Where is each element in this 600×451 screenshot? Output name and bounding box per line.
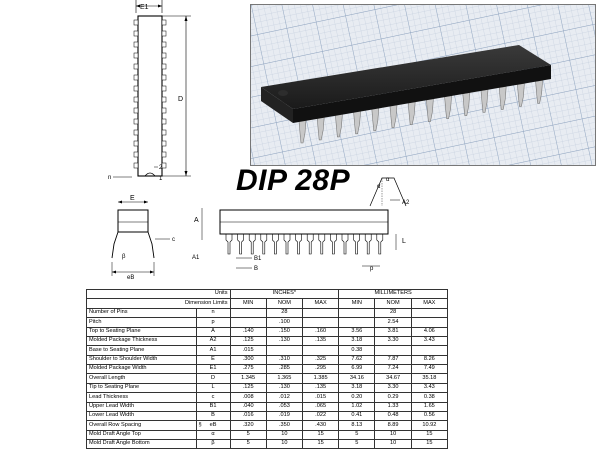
label-a2: A2 [402,200,410,206]
cell-m-nom: 7.24 [375,365,411,374]
top-view-pin [134,97,138,102]
cell-i-max: 1.385 [303,374,339,383]
cell-m-max: 3.43 [411,336,447,345]
cell-i-max: .135 [303,336,339,345]
cell-i-nom: .350 [266,421,302,430]
row-symbol-text: B1 [209,402,217,409]
package-title: DIP 28P [236,164,351,197]
side-view-pin [354,234,360,254]
label-a: A [194,217,199,224]
label-b: B [254,266,259,272]
side-view-pin [272,234,278,254]
alpha-symbol: α [386,177,390,183]
label-c: c [172,237,175,243]
top-view-pin [162,64,166,69]
side-view-pin [249,234,255,254]
table-row [87,318,448,327]
cell-m-nom: 28 [375,308,411,317]
top-view-pin [134,152,138,157]
row-name: Overall Row Spacing [87,421,197,430]
row-symbol-text: E [211,356,215,363]
row-name: Shoulder to Shoulder Width [87,355,197,364]
row-symbol [196,365,230,374]
cell-m-nom: 3.30 [375,336,411,345]
cell-i-max [303,346,339,355]
top-view-pin [134,53,138,58]
cell-i-max: .065 [303,402,339,411]
side-view-pin [330,234,336,254]
cell-i-min: .125 [230,383,266,392]
cell-i-min: .016 [230,411,266,420]
row-name: Tip to Seating Plane [87,383,197,392]
cell-m-min: 0.41 [339,411,375,420]
row-symbol-text: B [211,412,215,419]
top-view-pin [162,130,166,135]
side-view-pin [342,234,348,254]
chip-photo [250,4,596,166]
table-row [87,327,448,336]
table-row [87,336,448,345]
row-symbol [196,393,230,402]
mm-min-label: MIN [339,299,375,308]
table-header-units [87,290,448,299]
table-row [87,355,448,364]
cell-m-nom: 3.30 [375,383,411,392]
cell-m-max [411,308,447,317]
top-view-pin [162,141,166,146]
row-name: Lower Lead Width [87,411,197,420]
cell-i-min: .275 [230,365,266,374]
cell-i-nom [266,346,302,355]
cell-i-nom: .130 [266,336,302,345]
row-name: Molded Package Width [87,365,197,374]
table-header-limits [87,299,448,308]
cell-m-nom: 8.89 [375,421,411,430]
row-name: Mold Draft Angle Top [87,430,197,439]
label-alpha: α [377,184,381,190]
row-symbol [196,308,230,317]
end-view-drawing [100,192,190,282]
top-view-pin [162,97,166,102]
cell-m-max: 35.18 [411,374,447,383]
cell-i-min: .125 [230,336,266,345]
cell-m-min: 34.16 [339,374,375,383]
cell-i-max: .015 [303,393,339,402]
mm-max-label: MAX [411,299,447,308]
cell-m-max [411,346,447,355]
cell-m-max: 8.26 [411,355,447,364]
cell-m-min: 1.02 [339,402,375,411]
row-name: Mold Draft Angle Bottom [87,440,197,449]
row-symbol-text: p [211,318,215,325]
label-pin2: 2 [159,165,163,171]
cell-m-min: 8.13 [339,421,375,430]
cell-i-min: 1.345 [230,374,266,383]
cell-i-max: .430 [303,421,339,430]
table-row [87,374,448,383]
top-view-pin [134,108,138,113]
row-symbol [196,402,230,411]
cell-m-min: 5 [339,430,375,439]
top-view-pin [162,31,166,36]
cell-i-max: 15 [303,430,339,439]
row-name: Number of Pins [87,308,197,317]
top-view-pin [134,141,138,146]
row-symbol [196,374,230,383]
cell-m-nom: 10 [375,430,411,439]
cell-m-min: 3.18 [339,336,375,345]
cell-m-max: 15 [411,440,447,449]
cell-m-max: 0.56 [411,411,447,420]
cell-m-nom: 0.48 [375,411,411,420]
row-symbol-text: eB [209,421,217,428]
table-row [87,308,448,317]
label-p: p [370,266,374,272]
cell-m-min: 0.38 [339,346,375,355]
top-view-pin [134,119,138,124]
cell-m-nom: 0.29 [375,393,411,402]
row-symbol [196,421,230,430]
cell-i-nom: .019 [266,411,302,420]
top-view-pin [162,86,166,91]
cell-i-nom: 28 [266,308,302,317]
row-symbol-text: c [211,393,215,400]
table-row [87,430,448,439]
cell-i-max: .022 [303,411,339,420]
cell-i-min: .040 [230,402,266,411]
inch-max-label: MAX [303,299,339,308]
top-view-pin [162,163,166,168]
label-n: n [108,175,112,181]
label-pin1: 1 [159,176,163,182]
table-row [87,393,448,402]
row-symbol-text: D [211,374,216,381]
side-view-pin [319,234,325,254]
label-l: L [402,238,406,245]
dimension-limits-label: Dimension Limits [87,299,231,308]
row-symbol [196,346,230,355]
cell-m-nom: 10 [375,440,411,449]
row-symbol-text: E1 [209,365,217,372]
cell-i-nom: 1.365 [266,374,302,383]
row-symbol [196,440,230,449]
cell-i-min: 5 [230,430,266,439]
row-symbol [196,355,230,364]
row-symbol-text: L [211,384,215,391]
cell-i-nom: .285 [266,365,302,374]
row-name: Lead Thickness [87,393,197,402]
cell-i-max: 15 [303,440,339,449]
side-view-pin [377,234,383,254]
row-name: Top to Seating Plane [87,327,197,336]
label-d: D [178,96,184,103]
label-e: E [130,195,135,202]
row-symbol-text: A [211,327,215,334]
row-name: Upper Lead Width [87,402,197,411]
top-view-pin [134,20,138,25]
table-row [87,411,448,420]
top-view-pin [162,42,166,47]
row-name: Base to Seating Plane [87,346,197,355]
units-label: Units [87,290,231,299]
cell-m-nom: 3.81 [375,327,411,336]
top-view-pin [134,130,138,135]
cell-i-max: .135 [303,383,339,392]
cell-m-min [339,308,375,317]
cell-i-min: .015 [230,346,266,355]
cell-m-min: 3.18 [339,383,375,392]
table-row [87,440,448,449]
mm-nom-label: NOM [375,299,411,308]
cell-i-max [303,318,339,327]
row-symbol-text: β [211,440,215,447]
top-view-pin [134,163,138,168]
cell-i-max: .325 [303,355,339,364]
row-symbol [196,383,230,392]
cell-i-nom: .310 [266,355,302,364]
top-view-pin [162,75,166,80]
cell-m-max [411,318,447,327]
cell-m-max: 15 [411,430,447,439]
top-view-pin [162,119,166,124]
cell-m-max: 10.92 [411,421,447,430]
side-view-pin [261,234,267,254]
row-symbol-text: A1 [209,346,217,353]
cell-m-min [339,318,375,327]
top-view-pin [134,75,138,80]
row-symbol [196,336,230,345]
row-name: Pitch [87,318,197,327]
label-eb: eB [127,275,135,281]
cell-i-min: .300 [230,355,266,364]
top-view-drawing [88,0,198,192]
cell-i-nom: .150 [266,327,302,336]
cell-m-max: 4.06 [411,327,447,336]
inch-nom-label: NOM [266,299,302,308]
cell-m-min: 5 [339,440,375,449]
label-b1: B1 [254,256,262,262]
cell-i-nom: 10 [266,440,302,449]
cell-i-nom: .130 [266,383,302,392]
cell-i-max: .295 [303,365,339,374]
top-view-pin [162,108,166,113]
cell-m-min: 3.56 [339,327,375,336]
top-view-pin [134,42,138,47]
label-e1: E1 [140,4,149,11]
cell-i-min [230,318,266,327]
table-row [87,365,448,374]
cell-i-min [230,308,266,317]
cell-m-min: 7.62 [339,355,375,364]
cell-i-min: 5 [230,440,266,449]
side-view-pin [307,234,313,254]
label-a1: A1 [192,255,200,261]
cell-i-nom: 10 [266,430,302,439]
cell-m-nom: 1.33 [375,402,411,411]
row-symbol-text: A2 [209,337,217,344]
row-name: Overall Length [87,374,197,383]
cell-i-nom: .053 [266,402,302,411]
cell-m-max: 3.43 [411,383,447,392]
cell-m-nom: 2.54 [375,318,411,327]
cell-m-max: 0.38 [411,393,447,402]
top-view-pin [134,31,138,36]
cell-i-nom: .100 [266,318,302,327]
mm-label: MILLIMETERS [339,290,448,299]
cell-m-min: 0.20 [339,393,375,402]
alpha-angle-sketch [362,172,414,212]
table-row [87,346,448,355]
side-view-pin [365,234,371,254]
row-name: Molded Package Thickness [87,336,197,345]
top-view-pin [162,20,166,25]
side-view-pin [226,234,232,254]
cell-m-nom: 34.67 [375,374,411,383]
row-symbol [196,327,230,336]
cell-m-nom [375,346,411,355]
inches-label: INCHES* [230,290,339,299]
cell-m-min: 6.99 [339,365,375,374]
side-view-pin [238,234,244,254]
table-row [87,383,448,392]
side-view-pin [284,234,290,254]
dimension-table [86,289,448,449]
cell-i-min: .320 [230,421,266,430]
cell-i-min: .140 [230,327,266,336]
top-view-pin [134,86,138,91]
cell-m-nom: 7.87 [375,355,411,364]
top-view-pin [134,64,138,69]
row-symbol-text: α [211,431,215,438]
row-mark: § [198,421,202,428]
top-view-pin [162,152,166,157]
cell-i-max [303,308,339,317]
row-symbol [196,430,230,439]
cell-i-max: .160 [303,327,339,336]
side-view-pin [296,234,302,254]
row-symbol [196,318,230,327]
cell-m-max: 7.49 [411,365,447,374]
cell-i-min: .008 [230,393,266,402]
table-row [87,421,448,430]
top-view-pin [162,53,166,58]
cell-i-nom: .012 [266,393,302,402]
row-symbol [196,411,230,420]
table-row [87,402,448,411]
row-symbol-text: n [211,309,215,316]
label-beta: β [122,254,126,260]
cell-m-max: 1.65 [411,402,447,411]
inch-min-label: MIN [230,299,266,308]
